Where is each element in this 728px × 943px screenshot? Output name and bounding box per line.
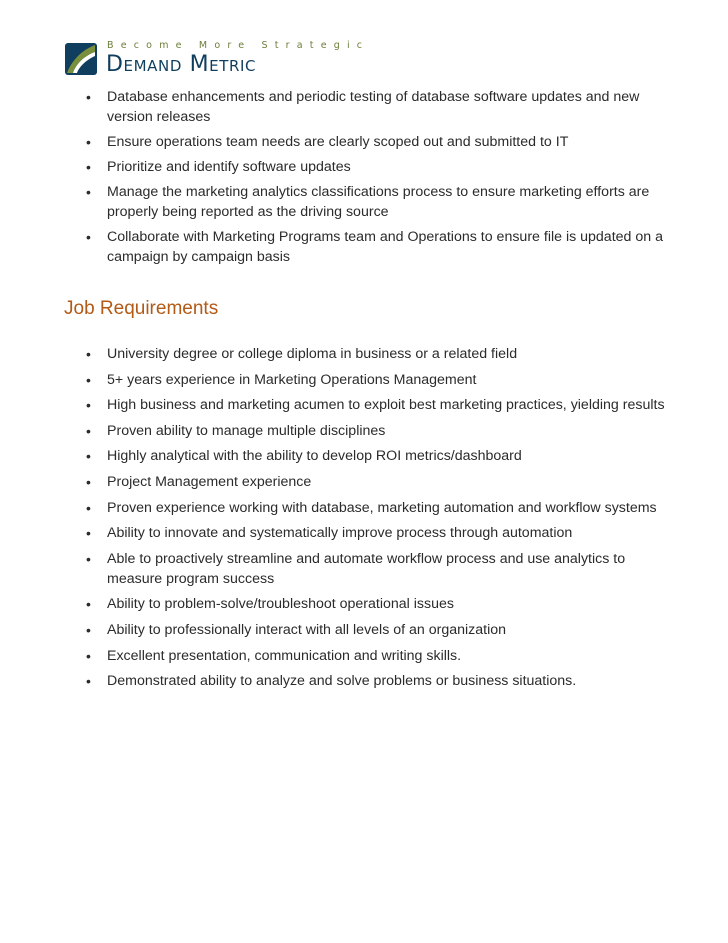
demand-metric-logo-icon <box>64 42 98 76</box>
list-item: • Proven experience working with database, marketing automation and workflow systems <box>107 498 672 518</box>
section-heading-job-requirements: Job Requirements <box>64 298 219 319</box>
responsibilities-list <box>107 87 672 272</box>
requirements-list <box>107 344 672 697</box>
list-item: • Demonstrated ability to analyze and solve problems or business situations. <box>107 671 672 691</box>
tagline: Become More Strategic <box>107 40 370 51</box>
list-item: • 5+ years experience in Marketing Operations Management <box>107 370 672 390</box>
list-item: • Project Management experience <box>107 472 672 492</box>
list-item: • Prioritize and identify software updates <box>107 157 672 177</box>
list-item: • Ability to professionally interact with all levels of an organization <box>107 620 672 640</box>
list-item: • Ability to problem-solve/troubleshoot operational issues <box>107 594 672 614</box>
list-item: • Collaborate with Marketing Programs team and Operations to ensure file is updated on a campaign by campaign basis <box>107 227 672 267</box>
list-item: • University degree or college diploma in business or a related field <box>107 344 672 364</box>
list-item: • Database enhancements and periodic testing of database software updates and new version releases <box>107 87 672 127</box>
list-item: • High business and marketing acumen to exploit best marketing practices, yielding results <box>107 395 672 415</box>
list-item: • Manage the marketing analytics classifications process to ensure marketing efforts are properly being reported as the driving source <box>107 182 672 222</box>
list-item: • Able to proactively streamline and automate workflow process and use analytics to measure program success <box>107 549 672 589</box>
list-item: • Ensure operations team needs are clearly scoped out and submitted to IT <box>107 132 672 152</box>
list-item: • Highly analytical with the ability to develop ROI metrics/dashboard <box>107 446 672 466</box>
list-item: • Proven ability to manage multiple disciplines <box>107 421 672 441</box>
header <box>64 38 370 78</box>
brand-name: Demand Metric <box>106 52 257 77</box>
list-item: • Excellent presentation, communication and writing skills. <box>107 646 672 666</box>
list-item: • Ability to innovate and systematically improve process through automation <box>107 523 672 543</box>
